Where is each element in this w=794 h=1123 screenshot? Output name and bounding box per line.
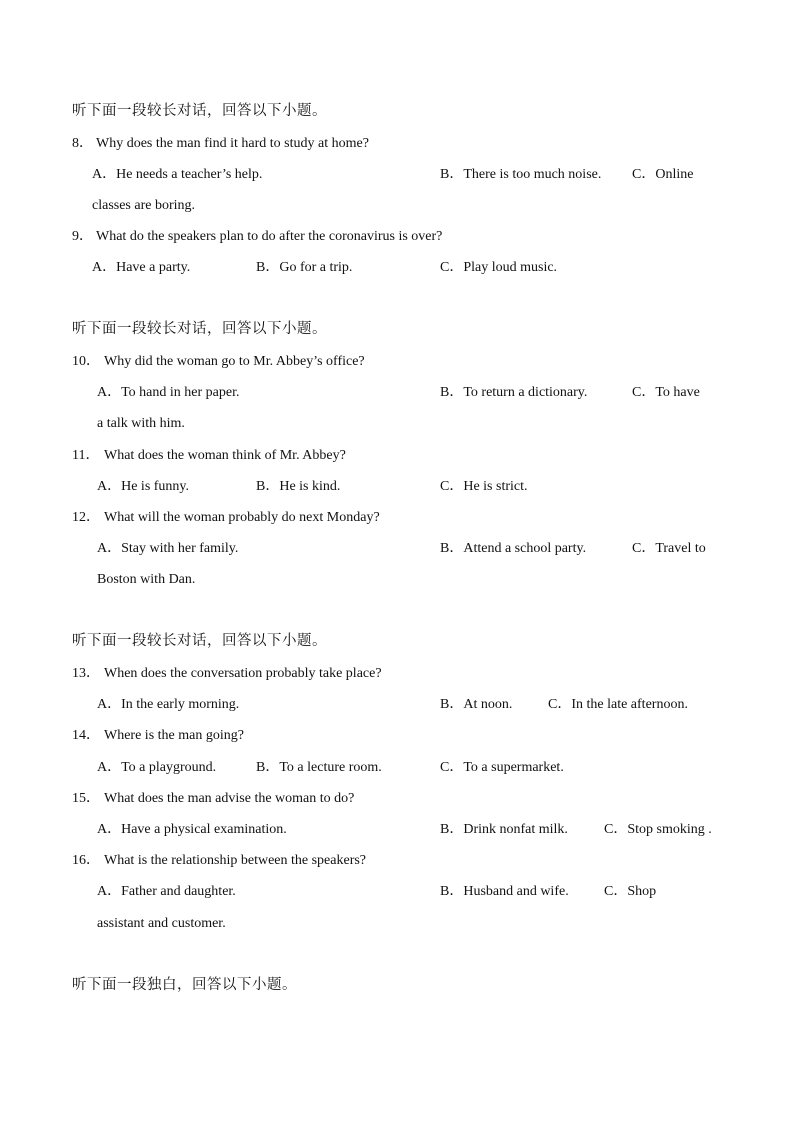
option-b: B．At noon. — [440, 697, 513, 712]
question-number: 10． — [72, 354, 100, 369]
option-c: C．Travel to — [632, 541, 706, 556]
question-8 — [0, 133, 794, 155]
options-16-continued — [0, 913, 794, 935]
options-9 — [0, 257, 794, 279]
option-c: C．Play loud music. — [440, 260, 558, 275]
option-c: C．In the late afternoon. — [548, 697, 688, 712]
question-number: 12． — [72, 510, 100, 525]
question-16 — [0, 850, 794, 872]
question-number: 16． — [72, 853, 100, 868]
section-heading: 听下面一段独白，回答以下小题。 — [72, 977, 297, 993]
option-c-continued: a talk with him. — [97, 416, 185, 431]
question-text: What does the man advise the woman to do? — [104, 791, 355, 806]
option-b: B．Go for a trip. — [256, 260, 353, 275]
question-text: When does the conversation probably take place? — [104, 666, 382, 681]
options-14 — [0, 757, 794, 779]
option-b: B．To a lecture room. — [256, 760, 382, 775]
question-text: Why did the woman go to Mr. Abbey’s office? — [104, 354, 365, 369]
question-11 — [0, 445, 794, 467]
option-b: B．There is too much noise. — [440, 167, 602, 182]
question-text: What is the relationship between the speakers? — [104, 853, 367, 868]
option-c: C．To have — [632, 385, 700, 400]
options-10-continued — [0, 413, 794, 435]
option-b: B．Husband and wife. — [440, 884, 569, 899]
option-a: A．Have a physical examination. — [97, 822, 287, 837]
section-heading: 听下面一段较长对话，回答以下小题。 — [72, 633, 327, 649]
option-a: A．He is funny. — [97, 479, 190, 494]
option-b: B．Attend a school party. — [440, 541, 587, 556]
option-b: B．To return a dictionary. — [440, 385, 588, 400]
question-number: 8． — [72, 136, 93, 151]
question-text: Why does the man find it hard to study at home? — [96, 136, 369, 151]
options-15 — [0, 819, 794, 841]
question-number: 11． — [72, 448, 100, 463]
option-b: B．He is kind. — [256, 479, 341, 494]
question-text: Where is the man going? — [104, 728, 244, 743]
options-12-continued — [0, 569, 794, 591]
options-8 — [0, 164, 794, 186]
question-number: 15． — [72, 791, 100, 806]
option-c-continued: Boston with Dan. — [97, 572, 196, 587]
question-13 — [0, 663, 794, 685]
option-c: C．To a supermarket. — [440, 760, 564, 775]
options-11 — [0, 476, 794, 498]
option-a: A．He needs a teacher’s help. — [92, 167, 263, 182]
question-number: 14． — [72, 728, 100, 743]
options-12 — [0, 538, 794, 560]
option-a: A．To a playground. — [97, 760, 217, 775]
options-8-continued — [0, 195, 794, 217]
section-heading: 听下面一段较长对话，回答以下小题。 — [72, 103, 327, 119]
option-a: A．To hand in her paper. — [97, 385, 240, 400]
options-10 — [0, 382, 794, 404]
options-13 — [0, 694, 794, 716]
question-15 — [0, 788, 794, 810]
option-b: B．Drink nonfat milk. — [440, 822, 568, 837]
question-text: What does the woman think of Mr. Abbey? — [104, 448, 346, 463]
option-a: A．In the early morning. — [97, 697, 240, 712]
question-number: 13． — [72, 666, 100, 681]
question-number: 9． — [72, 229, 93, 244]
options-16 — [0, 881, 794, 903]
option-a: A．Stay with her family. — [97, 541, 239, 556]
option-a: A．Father and daughter. — [97, 884, 236, 899]
option-c: C．Stop smoking . — [604, 822, 712, 837]
option-c-continued: classes are boring. — [92, 198, 196, 213]
question-text: What do the speakers plan to do after the coronavirus is over? — [96, 229, 443, 244]
option-c: C．Online — [632, 167, 694, 182]
option-a: A．Have a party. — [92, 260, 191, 275]
section-heading: 听下面一段较长对话，回答以下小题。 — [72, 321, 327, 337]
question-14 — [0, 725, 794, 747]
question-12 — [0, 507, 794, 529]
option-c-continued: assistant and customer. — [97, 916, 226, 931]
option-c: C．Shop — [604, 884, 657, 899]
question-text: What will the woman probably do next Monday? — [104, 510, 380, 525]
question-10 — [0, 351, 794, 373]
option-c: C．He is strict. — [440, 479, 528, 494]
question-9 — [0, 226, 794, 248]
